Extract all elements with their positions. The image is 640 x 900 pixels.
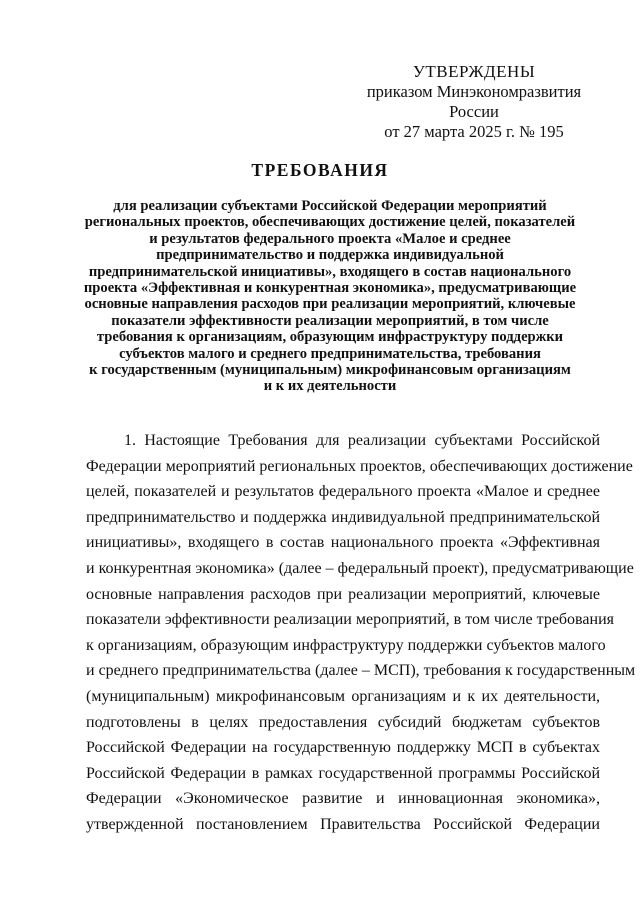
- paragraph-1: [86, 428, 636, 838]
- subtitle-line: к государственным (муниципальным) микрофинансовым организациям: [89, 362, 571, 379]
- paragraph-line: предпринимательство и поддержка индивидуальной предпринимательской: [86, 508, 600, 526]
- paragraph-line: основные направления расходов при реализации мероприятий, ключевые: [86, 585, 600, 603]
- paragraph-line: инициативы», входящего в состав национального проекта «Эффективная: [86, 534, 600, 552]
- paragraph-line: 1. Настоящие Требования для реализации субъектами Российской: [124, 432, 600, 449]
- paragraph-line: (муниципальным) микрофинансовым организациям и к их деятельности,: [86, 687, 600, 705]
- subtitle-line: и к их деятельности: [263, 378, 397, 395]
- subtitle-line: для реализации субъектами Российской Федерации мероприятий: [113, 198, 547, 214]
- subtitle-line: проекта «Эффективная и конкурентная экономика», предусматривающие: [83, 280, 577, 297]
- document-subtitle: [60, 198, 600, 395]
- subtitle-line: субъектов малого и среднего предпринимательства, требования: [119, 345, 541, 362]
- subtitle-line: основные направления расходов при реализации мероприятий, ключевые: [84, 296, 576, 313]
- paragraph-line: утвержденной постановлением Правительства Российской Федерации: [86, 815, 600, 833]
- approval-order-line: приказом Минэкономразвития России: [366, 82, 582, 121]
- subtitle-line: региональных проектов, обеспечивающих достижение целей, показателей: [84, 214, 576, 231]
- subtitle-line: требования к организациям, образующим инфраструктуру поддержки: [96, 329, 564, 346]
- paragraph-line: Федерации «Экономическое развитие и инновационная экономика»,: [86, 790, 600, 808]
- subtitle-line: предпринимательской инициативы», входящего в состав национального: [88, 263, 572, 280]
- paragraph-line: Российской Федерации на государственную поддержку МСП в субъектах: [86, 739, 600, 757]
- paragraph-line: показатели эффективности реализации мероприятий, в том числе требования: [86, 611, 614, 629]
- subtitle-line: и результатов федерального проекта «Малое и среднее: [149, 230, 511, 247]
- approval-title: УТВЕРЖДЕНЫ: [412, 62, 536, 81]
- subtitle-line: предпринимательство и поддержка индивидуальной: [156, 247, 504, 264]
- approval-block: [340, 62, 608, 142]
- subtitle-line: показатели эффективности реализации мероприятий, в том числе: [111, 312, 549, 329]
- paragraph-line: и среднего предпринимательства (далее – МСП), требования к государственным: [86, 662, 636, 680]
- paragraph-line: Федерации мероприятий региональных проектов, обеспечивающих достижение: [86, 457, 633, 475]
- paragraph-line: целей, показателей и результатов федерального проекта «Малое и среднее: [86, 483, 600, 501]
- paragraph-line: Российской Федерации в рамках государственной программы Российской: [86, 764, 600, 782]
- paragraph-line: и конкурентная экономика» (далее – федеральный проект), предусматривающие: [86, 559, 634, 577]
- document-title: ТРЕБОВАНИЯ: [251, 160, 389, 180]
- paragraph-line: к организациям, образующим инфраструктуру поддержки субъектов малого: [86, 636, 606, 654]
- approval-date-line: от 27 марта 2025 г. № 195: [384, 122, 564, 141]
- paragraph-line: подготовлены в целях предоставления субсидий бюджетам субъектов: [86, 713, 600, 731]
